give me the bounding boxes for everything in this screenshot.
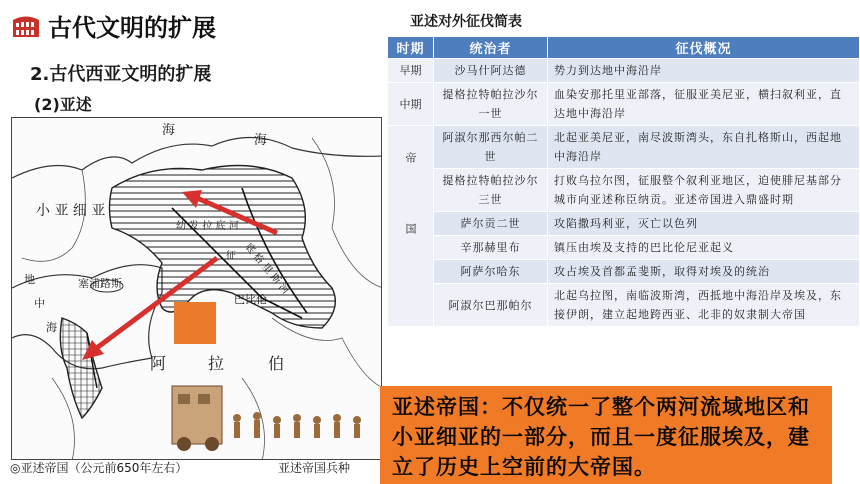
map-label-euphrates: 幼 发 拉 底 河	[176, 221, 239, 232]
map-label-babylon: 巴比伦	[234, 293, 267, 306]
summary-callout	[380, 386, 832, 484]
table-header-ruler: 统治者	[434, 37, 548, 59]
ruler-cell: 沙马什阿达德	[434, 59, 548, 83]
assyria-map	[11, 117, 382, 460]
soldiers-caption: 亚述帝国兵种	[278, 461, 351, 475]
table-header-desc: 征伐概况	[548, 37, 860, 59]
soldiers-illustration	[172, 386, 361, 451]
map-label-zheng: 征	[226, 251, 236, 262]
map-label-med-hai: 海	[46, 321, 57, 334]
orange-marker-box	[174, 302, 216, 344]
colosseum-icon	[12, 14, 40, 38]
table-row	[388, 260, 860, 284]
map-label-cyprus: 塞浦路斯	[78, 277, 122, 290]
table-title: 亚述对外征伐简表	[410, 14, 522, 30]
ruler-cell: 阿淑尔那西尔帕二世	[434, 126, 548, 169]
desc-cell: 势力到达地中海沿岸	[548, 59, 860, 83]
map-label-asia-minor: 小 亚 细 亚	[36, 203, 106, 219]
desc-cell: 血染安那托里亚部落，征服亚美尼亚，横扫叙利亚，直达地中海沿岸	[548, 83, 860, 126]
table-row	[388, 83, 860, 126]
map-label-sea-1: 海	[162, 123, 176, 138]
table-header-period: 时期	[388, 37, 434, 59]
table-header-row	[388, 37, 860, 59]
period-empire-text: 帝国	[404, 152, 417, 294]
map-label-tigris: 底 格 里 斯 河	[242, 241, 292, 297]
ruler-cell: 提格拉特帕拉沙尔一世	[434, 83, 548, 126]
ruler-cell: 阿萨尔哈东	[434, 260, 548, 284]
desc-cell: 打败乌拉尔图，征服整个叙利亚地区，迫使腓尼基部分城市向亚述称臣纳贡。亚述帝国进入鼎盛时期	[548, 169, 860, 212]
table-row	[388, 169, 860, 212]
map-label-arabia-la: 拉	[208, 354, 225, 373]
desc-cell: 攻占埃及首都孟斐斯，取得对埃及的统治	[548, 260, 860, 284]
ruler-cell: 辛那赫里布	[434, 236, 548, 260]
period-cell-empire	[388, 126, 434, 327]
summary-text: 亚述帝国：不仅统一了整个两河流域地区和小亚细亚的一部分，而且一度征服埃及，建立了历史上空前的大帝国。	[392, 394, 810, 479]
period-cell: 中期	[388, 83, 434, 126]
ruler-cell: 提格拉特帕拉沙尔三世	[434, 169, 548, 212]
map-label-med-zhong: 中	[34, 297, 45, 310]
table-row	[388, 59, 860, 83]
desc-cell: 北起亚美尼亚，南尽波斯湾头，东自扎格斯山，西起地中海沿岸	[548, 126, 860, 169]
conquest-table	[387, 36, 860, 327]
desc-cell: 攻陷撒玛利亚，灭亡以色列	[548, 212, 860, 236]
period-cell: 早期	[388, 59, 434, 83]
ruler-cell: 萨尔贡二世	[434, 212, 548, 236]
map-caption: ◎亚述帝国（公元前650年左右）	[10, 461, 188, 475]
map-drawing	[12, 118, 382, 460]
map-label-arabia-a: 阿	[150, 354, 167, 373]
page-title: 古代文明的扩展	[48, 14, 216, 42]
map-label-sea-2: 海	[254, 133, 268, 148]
map-label-med-di: 地	[24, 273, 35, 286]
table-row	[388, 284, 860, 327]
table-row	[388, 126, 860, 169]
section-title: 2.古代西亚文明的扩展	[30, 64, 212, 85]
ruler-cell: 阿淑尔巴那帕尔	[434, 284, 548, 327]
table-row	[388, 236, 860, 260]
subsection-title: (2)亚述	[34, 95, 92, 114]
table-row	[388, 212, 860, 236]
map-label-arabia-bo: 伯	[268, 354, 285, 373]
desc-cell: 镇压由埃及支持的巴比伦尼亚起义	[548, 236, 860, 260]
assyria-territory	[110, 166, 336, 329]
desc-cell: 北起乌拉图，南临波斯湾，西抵地中海沿岸及埃及，东接伊朗，建立起地跨西亚、北非的奴隶制大帝国	[548, 284, 860, 327]
